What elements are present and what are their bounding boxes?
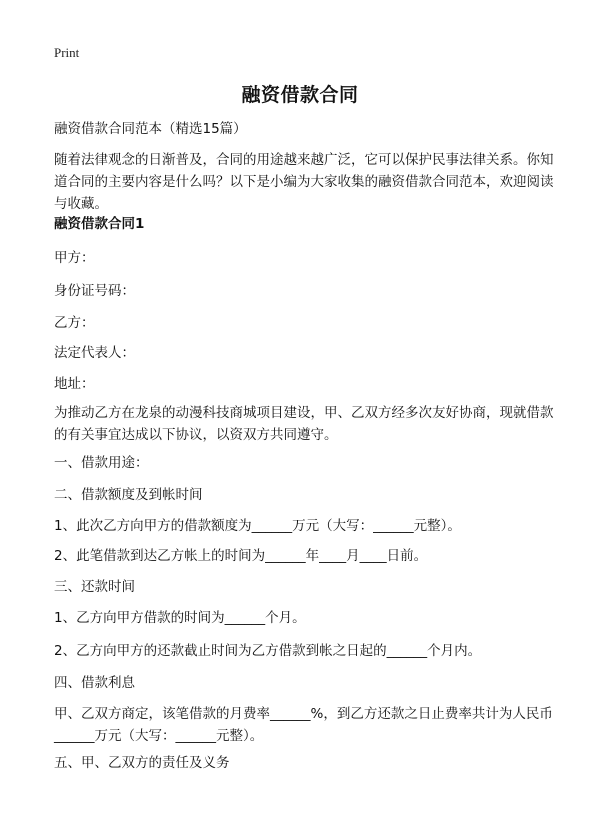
party-b-field: 乙方： bbox=[54, 315, 95, 331]
clause-item: 2、此笔借款到达乙方帐上的时间为______年____月____日前。 bbox=[54, 548, 428, 564]
legal-rep-field: 法定代表人： bbox=[54, 345, 135, 361]
clause-heading: 二、借款额度及到帐时间 bbox=[54, 487, 203, 503]
clause-item: 1、乙方向甲方借款的时间为______个月。 bbox=[54, 610, 306, 626]
address-field: 地址： bbox=[54, 376, 95, 392]
clause-paragraph: 甲、乙双方商定，该笔借款的月费率______%，到乙方还款之日止费率共计为人民币______万元（大写：______元整）。 bbox=[54, 706, 553, 744]
clause-heading: 四、借款利息 bbox=[54, 675, 135, 691]
party-a-field: 甲方： bbox=[54, 250, 95, 266]
document-subtitle: 融资借款合同范本（精选15篇） bbox=[54, 121, 247, 137]
section-heading: 融资借款合同1 bbox=[54, 216, 145, 232]
print-link[interactable]: Print bbox=[54, 45, 80, 60]
intro-paragraph: 随着法律观念的日渐普及，合同的用途越来越广泛，它可以保护民事法律关系。你知道合同的主要内容是什么吗？以下是小编为大家收集的融资借款合同范本，欢迎阅读与收藏。 bbox=[54, 152, 554, 212]
clause-heading: 五、甲、乙双方的责任及义务 bbox=[54, 755, 230, 771]
clause-heading: 三、还款时间 bbox=[54, 579, 135, 595]
clause-item: 1、此次乙方向甲方的借款额度为______万元（大写：______元整）。 bbox=[54, 518, 461, 534]
clause-heading: 一、借款用途： bbox=[54, 455, 149, 471]
preamble-paragraph: 为推动乙方在龙泉的动漫科技商城项目建设，甲、乙双方经多次友好协商，现就借款的有关事宜达成以下协议，以资双方共同遵守。 bbox=[54, 405, 554, 443]
id-number-field: 身份证号码： bbox=[54, 283, 135, 299]
clause-item: 2、乙方向甲方的还款截止时间为乙方借款到帐之日起的______个月内。 bbox=[54, 643, 482, 659]
page-title: 融资借款合同 bbox=[241, 84, 359, 106]
